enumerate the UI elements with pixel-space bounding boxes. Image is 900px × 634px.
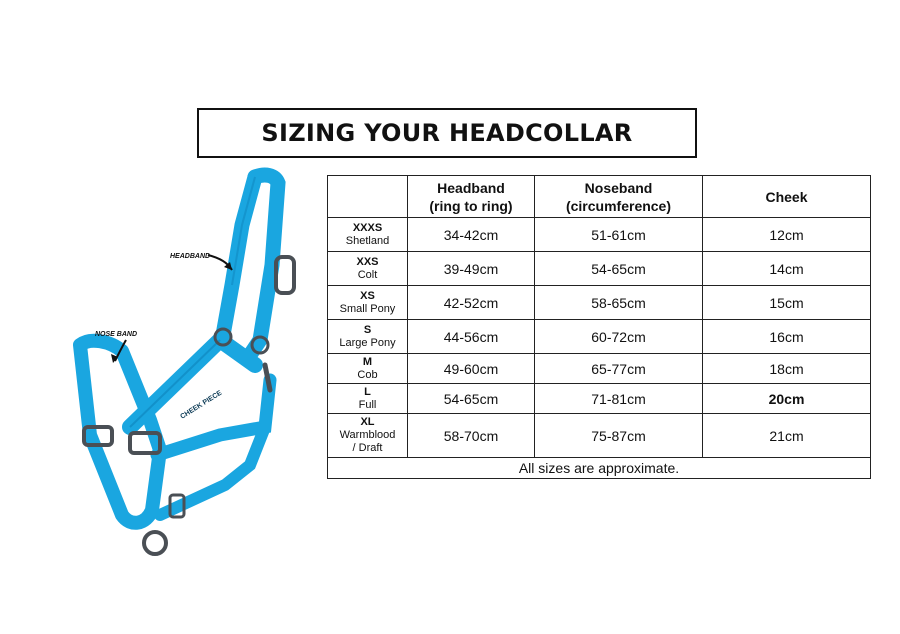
- headband-cell: 34-42cm: [408, 218, 535, 252]
- headband-cell: 39-49cm: [408, 252, 535, 286]
- size-cell: XL Warmblood / Draft: [328, 414, 408, 458]
- cheek-piece-label: CHEEK PIECE: [179, 389, 224, 421]
- cheek-cell: 12cm: [703, 218, 871, 252]
- title-box: [197, 108, 697, 158]
- cheek-cell: 20cm: [703, 384, 871, 414]
- table-footer-row: [328, 458, 871, 479]
- size-cell: XS Small Pony: [328, 286, 408, 320]
- headband-cell: 42-52cm: [408, 286, 535, 320]
- cheek-cell: 15cm: [703, 286, 871, 320]
- noseband-cell: 65-77cm: [535, 354, 703, 384]
- page-title: SIZING YOUR HEADCOLLAR: [261, 119, 633, 147]
- crown-strap: [223, 177, 255, 335]
- header-size: [328, 176, 408, 218]
- table-row: [328, 218, 871, 252]
- table-header-row: [328, 176, 871, 218]
- header-noseband: Noseband (circumference): [535, 176, 703, 218]
- table-row: [328, 354, 871, 384]
- headband-label: HEADBAND: [170, 253, 211, 260]
- size-cell: M Cob: [328, 354, 408, 384]
- size-cell: XXXS Shetland: [328, 218, 408, 252]
- cheek-cell: 16cm: [703, 320, 871, 354]
- headband-cell: 54-65cm: [408, 384, 535, 414]
- chin-ring: [144, 532, 166, 554]
- headcollar-illustration: [60, 165, 330, 575]
- table-row: [328, 320, 871, 354]
- cheek-cell: 14cm: [703, 252, 871, 286]
- headband-cell: 49-60cm: [408, 354, 535, 384]
- noseband-cell: 60-72cm: [535, 320, 703, 354]
- cheek-cell: 18cm: [703, 354, 871, 384]
- approximate-note: All sizes are approximate.: [328, 458, 871, 479]
- headband-cell: 58-70cm: [408, 414, 535, 458]
- size-cell: S Large Pony: [328, 320, 408, 354]
- noseband-cell: 54-65cm: [535, 252, 703, 286]
- header-cheek: Cheek: [703, 176, 871, 218]
- table-row: [328, 286, 871, 320]
- nose-band-label: NOSE BAND: [95, 331, 138, 338]
- table-row: [328, 414, 871, 458]
- size-cell: L Full: [328, 384, 408, 414]
- cheek-cell: 21cm: [703, 414, 871, 458]
- size-table: [327, 175, 871, 479]
- size-cell: XXS Colt: [328, 252, 408, 286]
- table-row: [328, 252, 871, 286]
- header-headband: Headband (ring to ring): [408, 176, 535, 218]
- table-row: [328, 384, 871, 414]
- noseband-cell: 71-81cm: [535, 384, 703, 414]
- headband-cell: 44-56cm: [408, 320, 535, 354]
- noseband-cell: 75-87cm: [535, 414, 703, 458]
- noseband-cell: 51-61cm: [535, 218, 703, 252]
- noseband-cell: 58-65cm: [535, 286, 703, 320]
